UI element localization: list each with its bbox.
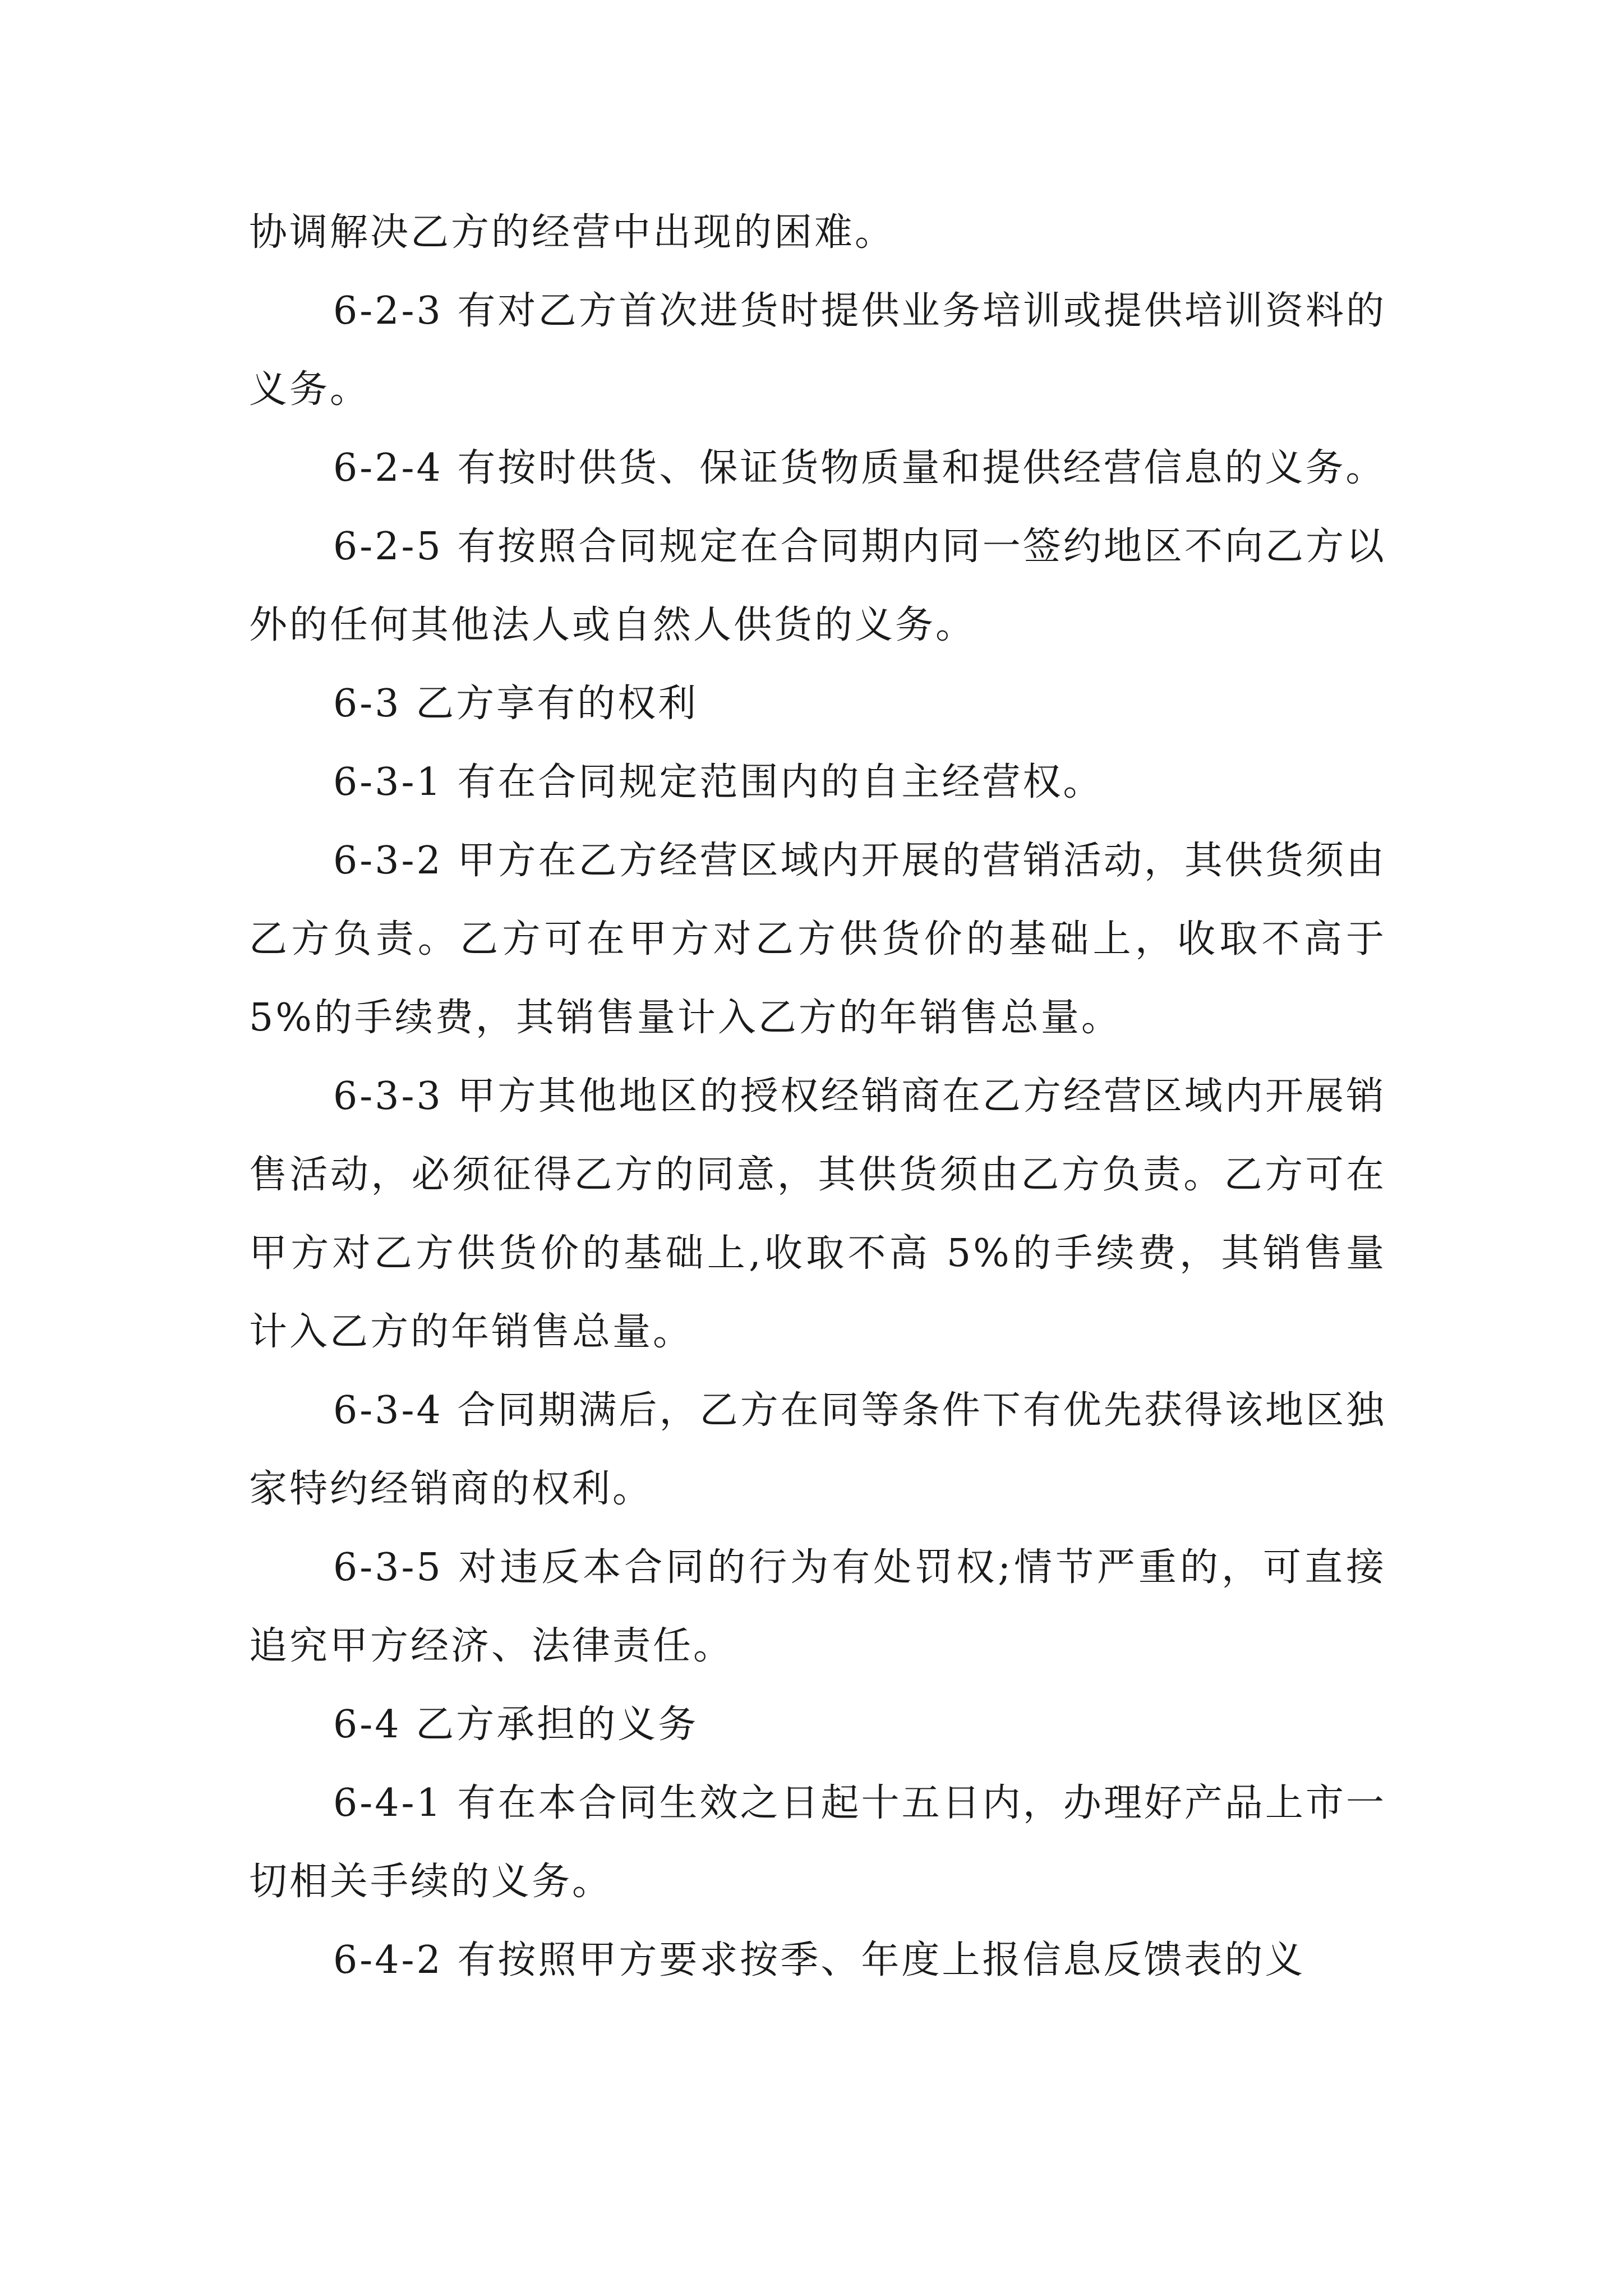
section-heading-6-4: 6-4 乙方承担的义务: [333, 1703, 699, 1747]
paragraph-clause-6-3-3: 6-3-3 甲方其他地区的授权经销商在乙方经营区域内开展销售活动，必须征得乙方的同意，其供货须由乙方负责。乙方可在甲方对乙方供货价的基础上,收取不高 5%的手续费，其销售量计入乙方的年销售总量。: [249, 1074, 1386, 1354]
paragraph-clause-6-2-3: 6-2-3 有对乙方首次进货时提供业务培训或提供培训资料的义务。: [249, 289, 1386, 412]
paragraph-clause-6-3-1: 6-3-1 有在合同规定范围内的自主经营权。: [333, 760, 1104, 804]
paragraph-clause-6-2-5: 6-2-5 有按照合同规定在合同期内同一签约地区不向乙方以外的任何其他法人或自然人供货的义务。: [249, 524, 1386, 647]
section-heading-6-3: 6-3 乙方享有的权利: [333, 682, 699, 726]
document-body: [249, 194, 1386, 2000]
paragraph-clause-6-4-2: 6-4-2 有按照甲方要求按季、年度上报信息反馈表的义: [333, 1938, 1306, 1982]
paragraph-clause-6-3-5: 6-3-5 对违反本合同的行为有处罚权;情节严重的，可直接追究甲方经济、法律责任。: [249, 1545, 1386, 1668]
paragraph-clause-6-3-4: 6-3-4 合同期满后，乙方在同等条件下有优先获得该地区独家特约经销商的权利。: [249, 1388, 1386, 1511]
paragraph: 协调解决乙方的经营中出现的困难。: [249, 210, 896, 255]
paragraph-clause-6-3-2: 6-3-2 甲方在乙方经营区域内开展的营销活动，其供货须由乙方负责。乙方可在甲方对乙方供货价的基础上，收取不高于 5%的手续费，其销售量计入乙方的年销售总量。: [249, 839, 1386, 1040]
paragraph-clause-6-2-4: 6-2-4 有按时供货、保证货物质量和提供经营信息的义务。: [333, 446, 1386, 490]
paragraph-clause-6-4-1: 6-4-1 有在本合同生效之日起十五日内，办理好产品上市一切相关手续的义务。: [249, 1781, 1386, 1904]
